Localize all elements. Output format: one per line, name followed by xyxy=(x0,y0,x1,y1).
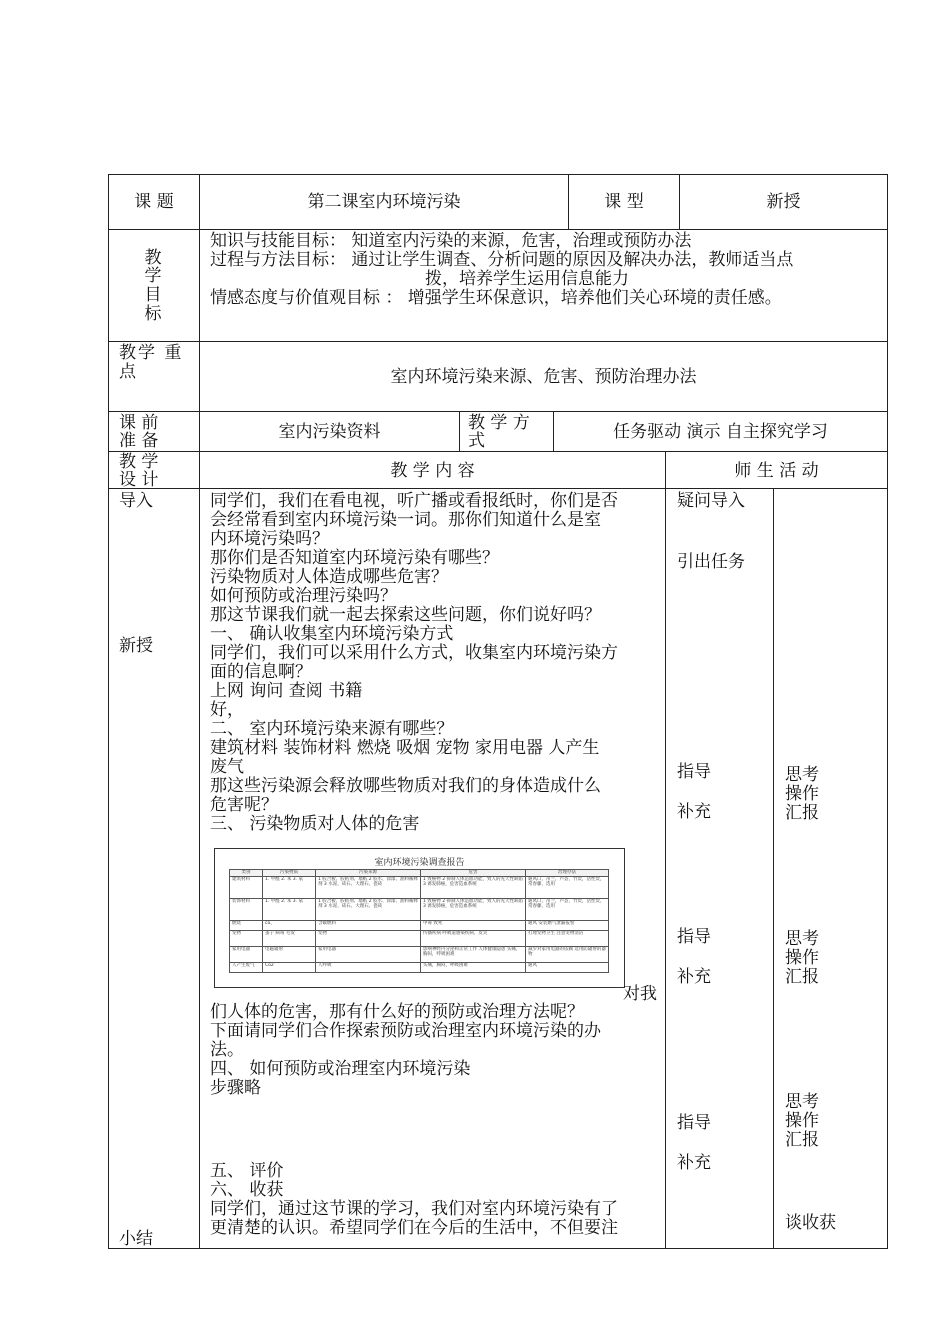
method-label: 式 xyxy=(468,431,485,451)
report-cell: 1 胶合板、胶粘剂、墙纸 2 胶水、涂漆、油料稀释剂 3 水泥、砖石、大理石、瓷砖 xyxy=(316,877,421,899)
teacher-activity: 疑问导入 xyxy=(677,491,745,511)
content-line: 建筑材料 装饰材料 燃烧 吸烟 宠物 家用电器 人产生 xyxy=(210,738,600,758)
report-cell: 通风 xyxy=(526,963,609,973)
content-line: 更清楚的认识。希望同学们在今后的生活中，不但要注 xyxy=(210,1218,618,1238)
report-cell: 建筑材料 xyxy=(230,877,263,899)
content-line: 好， xyxy=(210,700,244,720)
report-header-cell: 污染物质 xyxy=(263,870,316,877)
content-line: 同学们，我们可以采用什么方式，收集室内环境污染方 xyxy=(210,643,618,663)
report-cell: 宠物 xyxy=(316,931,421,947)
teacher-activity: 指导 xyxy=(677,927,711,947)
content-line: 一、 确认收集室内环境污染方式 xyxy=(210,624,454,644)
content-line: 步骤略 xyxy=(210,1078,261,1098)
design-label: 设 计 xyxy=(119,470,159,490)
report-cell: 1 致癌物 2 抑制人体造血功能，致人的先天性缺陷 3 诱发肺癌，危害造血系统 xyxy=(421,877,526,899)
report-cell: co、 xyxy=(263,921,316,931)
row-divider xyxy=(108,411,888,412)
objectives-label-char: 教 xyxy=(144,248,162,268)
student-activity: 操作 xyxy=(785,784,819,804)
student-activity: 思考 xyxy=(785,1092,819,1112)
report-header-cell: 类别 xyxy=(230,870,263,877)
content-line: 们人体的危害，那有什么好的预防或治理方法呢？ xyxy=(210,1002,584,1022)
content-line: 那你们是否知道室内环境污染有哪些？ xyxy=(210,548,499,568)
teacher-activity: 指导 xyxy=(677,762,711,782)
objective-line: 拨，培养学生运用信息能力 xyxy=(425,269,629,289)
table-border-top xyxy=(108,174,888,175)
activity-header: 师 生 活 动 xyxy=(734,461,819,481)
content-line: 废气 xyxy=(210,757,244,777)
report-cell: 含碳燃料 xyxy=(316,921,421,931)
pollution-report-image xyxy=(214,848,625,988)
report-cell: 头痛，胸闷，呼吸困难 xyxy=(421,963,526,973)
student-activity: 汇报 xyxy=(785,967,819,987)
report-cell: 装饰材料 xyxy=(230,899,263,921)
report-header-cell: 治理办法 xyxy=(526,870,609,877)
report-cell: 减少对家用电器的依赖 选用防辐射的器物 xyxy=(526,947,609,963)
report-cell: 蚤子 病毒 毛发 xyxy=(263,931,316,947)
stage-new: 新授 xyxy=(119,636,153,656)
report-row xyxy=(230,921,609,931)
report-cell: 影响神经内分泌和正常工作 人体健康隐患 头痛，胸闷，呼吸困难 xyxy=(421,947,526,963)
content-header: 教 学 内 容 xyxy=(390,461,475,481)
report-cell: 1 胶合板、胶粘剂、墙纸 2 胶水、涂漆、油料稀释剂 3 水泥、砖石、大理石、瓷砖 xyxy=(316,899,421,921)
report-cell: 通风 安装燃气泄漏报警 xyxy=(526,921,609,931)
student-activity: 汇报 xyxy=(785,803,819,823)
objectives-label-char: 标 xyxy=(144,304,162,324)
label-column-divider xyxy=(199,174,200,1249)
stage-intro: 导入 xyxy=(119,491,153,511)
objectives-label-char: 目 xyxy=(144,285,162,305)
report-row xyxy=(230,947,609,963)
content-line: 上网 询问 查阅 书籍 xyxy=(210,681,363,701)
report-cell: 家用电器 xyxy=(316,947,421,963)
student-activity: 汇报 xyxy=(785,1130,819,1150)
key-points-value: 室内环境污染来源、危害、预防治理办法 xyxy=(390,367,697,387)
report-cell: 燃烧 xyxy=(230,921,263,931)
row-divider xyxy=(108,451,888,452)
report-row xyxy=(230,963,609,973)
prep-value: 室内污染资料 xyxy=(278,422,381,442)
content-line: 那这节课我们就一起去探索这些问题，你们说好吗？ xyxy=(210,605,601,625)
method-label: 教 学 方 xyxy=(468,413,530,433)
report-cell: 宠物 xyxy=(230,931,263,947)
key-points-label: 点 xyxy=(119,362,136,382)
table-border-bottom xyxy=(108,1248,888,1249)
report-cell: 1. 甲醛 2. 苯 3. 氡 xyxy=(263,899,316,921)
report-cell: 中毒 致死 xyxy=(421,921,526,931)
report-header-row xyxy=(230,870,609,877)
table-border-left xyxy=(108,174,109,1249)
type-label: 课 型 xyxy=(604,192,644,212)
topic-label: 课 题 xyxy=(134,192,174,212)
col-divider xyxy=(459,411,460,452)
content-line: 二、 室内环境污染来源有哪些？ xyxy=(210,719,454,739)
content-line: 污染物质对人体造成哪些危害？ xyxy=(210,567,448,587)
teacher-activity: 补充 xyxy=(677,1153,711,1173)
student-activity: 思考 xyxy=(785,765,819,785)
teacher-activity: 补充 xyxy=(677,802,711,822)
report-table xyxy=(229,869,609,973)
content-line: 那这些污染源会释放哪些物质对我们的身体造成什么 xyxy=(210,776,601,796)
key-points-label: 教学 重 xyxy=(119,343,184,363)
report-row xyxy=(230,931,609,947)
stage-summary: 小结 xyxy=(119,1229,153,1249)
report-cell: 传播疾病 呼吸道感染疾病，皮炎 xyxy=(421,931,526,947)
type-value: 新授 xyxy=(766,192,801,212)
report-cell: Co2 xyxy=(263,963,316,973)
student-activity: 操作 xyxy=(785,948,819,968)
content-line: 四、 如何预防或治理室内环境污染 xyxy=(210,1059,471,1079)
method-value: 任务驱动 演示 自主探究学习 xyxy=(613,422,828,442)
report-cell: 电磁辐射 xyxy=(263,947,316,963)
content-fragment: 对我 xyxy=(623,984,657,1004)
content-line: 六、 收获 xyxy=(210,1180,284,1200)
report-cell: 通风口，吊兰，芦荟，竹炭，活性炭，常春藤，选用 xyxy=(526,899,609,921)
student-activity: 谈收获 xyxy=(785,1213,836,1233)
report-cell: 1 致癌物 2 抑制人体造血功能，致人的先天性缺陷 3 诱发肺癌，危害造血系统 xyxy=(421,899,526,921)
report-cell: 人呼吸 xyxy=(316,963,421,973)
teacher-activity: 引出任务 xyxy=(677,552,745,572)
row-divider xyxy=(108,488,888,489)
report-row xyxy=(230,899,609,921)
col-divider xyxy=(773,488,774,1249)
row-divider xyxy=(108,341,888,342)
content-line: 如何预防或治理污染吗？ xyxy=(210,586,397,606)
content-line: 危害呢？ xyxy=(210,795,278,815)
objective-line: 情感态度与价值观目标 ： 增强学生环保意识，培养他们关心环境的责任感。 xyxy=(210,288,782,308)
col-divider xyxy=(665,451,666,1249)
row-divider xyxy=(108,229,888,230)
report-cell: 人产生废气 xyxy=(230,963,263,973)
objective-line: 知识与技能目标： 知道室内污染的来源，危害，治理或预防办法 xyxy=(210,231,692,251)
student-activity: 思考 xyxy=(785,929,819,949)
report-title: 室内环境污染调查报告 xyxy=(374,858,465,868)
teacher-activity: 指导 xyxy=(677,1113,711,1133)
content-line: 法。 xyxy=(210,1040,244,1060)
objective-line: 过程与方法目标： 通过让学生调查、分析问题的原因及解决办法，教师适当点 xyxy=(210,250,794,270)
report-cell: 1. 甲醛 2. 苯 3. 氡 xyxy=(263,877,316,899)
teacher-activity: 补充 xyxy=(677,967,711,987)
content-line: 三、 污染物质对人体的危害 xyxy=(210,814,420,834)
report-cell: 通风口，吊兰，芦荟，竹炭，活性炭，常春藤，选用 xyxy=(526,877,609,899)
design-label: 教 学 xyxy=(119,452,159,472)
content-line: 面的信息啊？ xyxy=(210,662,312,682)
report-cell: 打理宠物卫生 注意宠物清洁 xyxy=(526,931,609,947)
table-border-right xyxy=(887,174,888,1249)
content-line: 同学们，通过这节课的学习，我们对室内环境污染有了 xyxy=(210,1199,618,1219)
report-cell: 家用电器 xyxy=(230,947,263,963)
report-header-cell: 危害 xyxy=(421,870,526,877)
content-line: 会经常看到室内环境污染一词。那你们知道什么是室 xyxy=(210,510,601,530)
report-row xyxy=(230,877,609,899)
student-activity: 操作 xyxy=(785,1111,819,1131)
topic-value: 第二课室内环境污染 xyxy=(307,192,461,212)
content-line: 下面请同学们合作探索预防或治理室内环境污染的办 xyxy=(210,1021,601,1041)
objectives-label-char: 学 xyxy=(144,266,162,286)
content-line: 内环境污染吗？ xyxy=(210,529,329,549)
prep-label: 准 备 xyxy=(119,431,159,451)
report-header-cell: 污染来源 xyxy=(316,870,421,877)
content-line: 五、 评价 xyxy=(210,1161,284,1181)
prep-label: 课 前 xyxy=(119,413,159,433)
content-line: 同学们，我们在看电视，听广播或看报纸时，你们是否 xyxy=(210,491,618,511)
